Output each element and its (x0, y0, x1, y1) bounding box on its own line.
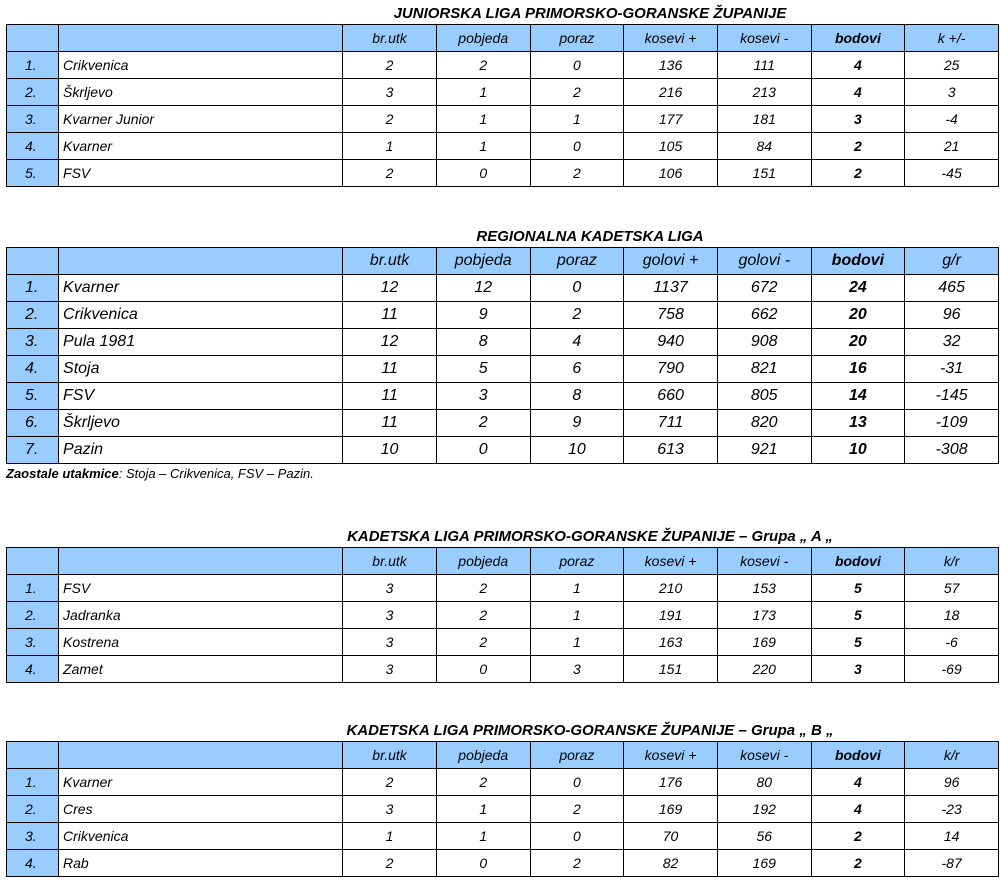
rank-cell: 3. (7, 629, 59, 656)
team-cell: Škrljevo (59, 410, 343, 437)
stat-cell: -109 (905, 410, 999, 437)
header-cell: pobjeda (436, 548, 530, 575)
rank-cell: 4. (7, 133, 59, 160)
stat-cell: 1 (436, 133, 530, 160)
points-cell: 20 (811, 302, 905, 329)
standings-table (6, 741, 999, 877)
stat-cell: 2 (436, 575, 530, 602)
header-row (7, 25, 999, 52)
stat-cell: 940 (624, 329, 718, 356)
stat-cell: 176 (624, 769, 718, 796)
stat-cell: -87 (905, 850, 999, 877)
note (6, 466, 999, 482)
table-section-regionalna (6, 227, 999, 482)
rank-cell: 3. (7, 329, 59, 356)
header-cell-empty (59, 248, 343, 275)
points-cell: 3 (811, 656, 905, 683)
stat-cell: 1 (343, 823, 437, 850)
team-cell: Kvarner Junior (59, 106, 343, 133)
points-cell: 2 (811, 823, 905, 850)
points-cell: 10 (811, 437, 905, 464)
stat-cell: 711 (624, 410, 718, 437)
rank-cell: 1. (7, 575, 59, 602)
stat-cell: 173 (717, 602, 811, 629)
points-cell: 5 (811, 602, 905, 629)
header-row (7, 548, 999, 575)
rank-cell: 2. (7, 602, 59, 629)
stat-cell: 1 (436, 106, 530, 133)
team-cell: FSV (59, 383, 343, 410)
stat-cell: 57 (905, 575, 999, 602)
stat-cell: 9 (436, 302, 530, 329)
table-row (7, 52, 999, 79)
stat-cell: 1 (436, 823, 530, 850)
stat-cell: 613 (624, 437, 718, 464)
header-cell: kosevi - (717, 25, 811, 52)
table-row (7, 769, 999, 796)
table-section-grupa-b (6, 721, 999, 877)
stat-cell: 136 (624, 52, 718, 79)
team-cell: Kvarner (59, 133, 343, 160)
team-cell: FSV (59, 160, 343, 187)
stat-cell: 11 (343, 383, 437, 410)
header-cell: kosevi + (624, 25, 718, 52)
header-cell: bodovi (811, 248, 905, 275)
stat-cell: 0 (436, 437, 530, 464)
stat-cell: 96 (905, 769, 999, 796)
stat-cell: -69 (905, 656, 999, 683)
stat-cell: 8 (436, 329, 530, 356)
stat-cell: 0 (530, 275, 624, 302)
stat-cell: 3 (343, 79, 437, 106)
header-cell-empty (59, 548, 343, 575)
stat-cell: 70 (624, 823, 718, 850)
header-cell: bodovi (811, 25, 905, 52)
team-cell: Škrljevo (59, 79, 343, 106)
stat-cell: -31 (905, 356, 999, 383)
header-cell: k/r (905, 548, 999, 575)
header-cell: kosevi - (717, 548, 811, 575)
header-cell: kosevi - (717, 742, 811, 769)
table-section-juniorska (6, 4, 999, 187)
stat-cell: 0 (436, 656, 530, 683)
stat-cell: 213 (717, 79, 811, 106)
stat-cell: 153 (717, 575, 811, 602)
stat-cell: 3 (436, 383, 530, 410)
stat-cell: 177 (624, 106, 718, 133)
stat-cell: 6 (530, 356, 624, 383)
stat-cell: 0 (530, 52, 624, 79)
table-row (7, 383, 999, 410)
stat-cell: 11 (343, 302, 437, 329)
header-cell-empty (7, 742, 59, 769)
points-cell: 5 (811, 575, 905, 602)
points-cell: 20 (811, 329, 905, 356)
stat-cell: 111 (717, 52, 811, 79)
team-cell: Pula 1981 (59, 329, 343, 356)
header-cell: golovi - (717, 248, 811, 275)
rank-cell: 1. (7, 769, 59, 796)
stat-cell: 1 (530, 575, 624, 602)
stat-cell: 14 (905, 823, 999, 850)
stat-cell: 2 (343, 52, 437, 79)
stat-cell: 151 (624, 656, 718, 683)
stat-cell: 8 (530, 383, 624, 410)
header-cell: poraz (530, 25, 624, 52)
stat-cell: 1 (530, 106, 624, 133)
stat-cell: -6 (905, 629, 999, 656)
stat-cell: 660 (624, 383, 718, 410)
stat-cell: 0 (436, 850, 530, 877)
table-row (7, 602, 999, 629)
stat-cell: 921 (717, 437, 811, 464)
header-cell: bodovi (811, 742, 905, 769)
stat-cell: 80 (717, 769, 811, 796)
table-row (7, 850, 999, 877)
stat-cell: 11 (343, 356, 437, 383)
header-cell-empty (7, 548, 59, 575)
stat-cell: 151 (717, 160, 811, 187)
team-cell: Kvarner (59, 275, 343, 302)
stat-cell: 210 (624, 575, 718, 602)
points-cell: 14 (811, 383, 905, 410)
stat-cell: 0 (436, 160, 530, 187)
stat-cell: 1 (530, 629, 624, 656)
stat-cell: 790 (624, 356, 718, 383)
stat-cell: 11 (343, 410, 437, 437)
stat-cell: 216 (624, 79, 718, 106)
stat-cell: 84 (717, 133, 811, 160)
header-cell: pobjeda (436, 742, 530, 769)
stat-cell: 1137 (624, 275, 718, 302)
team-cell: Stoja (59, 356, 343, 383)
stat-cell: -145 (905, 383, 999, 410)
points-cell: 4 (811, 52, 905, 79)
points-cell: 3 (811, 106, 905, 133)
table-row (7, 160, 999, 187)
stat-cell: 820 (717, 410, 811, 437)
table-row (7, 356, 999, 383)
header-cell: poraz (530, 548, 624, 575)
stat-cell: 106 (624, 160, 718, 187)
stat-cell: 169 (717, 850, 811, 877)
stat-cell: 1 (343, 133, 437, 160)
stat-cell: 5 (436, 356, 530, 383)
table-title: REGIONALNA KADETSKA LIGA (476, 228, 704, 245)
stat-cell: 181 (717, 106, 811, 133)
stat-cell: 18 (905, 602, 999, 629)
stat-cell: 3 (343, 656, 437, 683)
stat-cell: 192 (717, 796, 811, 823)
stat-cell: 163 (624, 629, 718, 656)
team-cell: Cres (59, 796, 343, 823)
rank-cell: 4. (7, 656, 59, 683)
points-cell: 24 (811, 275, 905, 302)
header-cell: bodovi (811, 548, 905, 575)
team-cell: Jadranka (59, 602, 343, 629)
standings-table (6, 24, 999, 187)
rank-cell: 1. (7, 52, 59, 79)
stat-cell: 672 (717, 275, 811, 302)
table-row (7, 275, 999, 302)
rank-cell: 4. (7, 850, 59, 877)
stat-cell: 758 (624, 302, 718, 329)
stat-cell: 1 (436, 79, 530, 106)
rank-cell: 7. (7, 437, 59, 464)
stat-cell: 465 (905, 275, 999, 302)
stat-cell: 2 (343, 850, 437, 877)
stat-cell: 82 (624, 850, 718, 877)
stat-cell: 821 (717, 356, 811, 383)
table-row (7, 329, 999, 356)
table-title: JUNIORSKA LIGA PRIMORSKO-GORANSKE ŽUPANIJE (393, 5, 787, 22)
stat-cell: 32 (905, 329, 999, 356)
stat-cell: 56 (717, 823, 811, 850)
rank-cell: 2. (7, 79, 59, 106)
stat-cell: 169 (624, 796, 718, 823)
header-cell-empty (7, 248, 59, 275)
table-row (7, 133, 999, 160)
stat-cell: 4 (530, 329, 624, 356)
points-cell: 2 (811, 160, 905, 187)
table-row (7, 575, 999, 602)
table-row (7, 302, 999, 329)
stat-cell: 220 (717, 656, 811, 683)
table-row (7, 79, 999, 106)
stat-cell: 3 (343, 602, 437, 629)
stat-cell: 2 (530, 160, 624, 187)
stat-cell: 2 (436, 52, 530, 79)
stat-cell: -308 (905, 437, 999, 464)
header-cell: br.utk (343, 25, 437, 52)
rank-cell: 1. (7, 275, 59, 302)
stat-cell: 96 (905, 302, 999, 329)
header-row (7, 742, 999, 769)
team-cell: Pazin (59, 437, 343, 464)
stat-cell: 2 (530, 796, 624, 823)
stat-cell: 25 (905, 52, 999, 79)
stat-cell: 908 (717, 329, 811, 356)
table-row (7, 437, 999, 464)
stat-cell: 2 (530, 302, 624, 329)
stat-cell: 12 (343, 329, 437, 356)
stat-cell: 3 (343, 629, 437, 656)
header-cell: g/r (905, 248, 999, 275)
rank-cell: 2. (7, 302, 59, 329)
header-cell: k/r (905, 742, 999, 769)
table-section-grupa-a (6, 527, 999, 683)
stat-cell: 1 (436, 796, 530, 823)
stat-cell: 3 (343, 796, 437, 823)
header-cell: kosevi + (624, 742, 718, 769)
stat-cell: 9 (530, 410, 624, 437)
team-cell: Rab (59, 850, 343, 877)
stat-cell: 2 (436, 410, 530, 437)
stat-cell: 3 (905, 79, 999, 106)
header-cell-empty (59, 25, 343, 52)
header-cell: br.utk (343, 248, 437, 275)
stat-cell: 10 (343, 437, 437, 464)
header-cell: golovi + (624, 248, 718, 275)
points-cell: 4 (811, 769, 905, 796)
stat-cell: 2 (530, 850, 624, 877)
rank-cell: 4. (7, 356, 59, 383)
stat-cell: 0 (530, 133, 624, 160)
stat-cell: -45 (905, 160, 999, 187)
header-cell-empty (7, 25, 59, 52)
team-cell: Kvarner (59, 769, 343, 796)
team-cell: FSV (59, 575, 343, 602)
stat-cell: 0 (530, 769, 624, 796)
table-title: KADETSKA LIGA PRIMORSKO-GORANSKE ŽUPANIJE – Grupa „ A „ (347, 528, 833, 545)
team-cell: Crikvenica (59, 823, 343, 850)
team-cell: Zamet (59, 656, 343, 683)
table-row (7, 106, 999, 133)
header-cell: k +/- (905, 25, 999, 52)
points-cell: 13 (811, 410, 905, 437)
header-cell: poraz (530, 742, 624, 769)
standings-table (6, 547, 999, 683)
stat-cell: 2 (436, 602, 530, 629)
stat-cell: 2 (343, 160, 437, 187)
header-cell: poraz (530, 248, 624, 275)
table-row (7, 410, 999, 437)
points-cell: 5 (811, 629, 905, 656)
points-cell: 4 (811, 79, 905, 106)
team-cell: Kostrena (59, 629, 343, 656)
stat-cell: 2 (530, 79, 624, 106)
stat-cell: 2 (436, 769, 530, 796)
team-cell: Crikvenica (59, 52, 343, 79)
header-cell: kosevi + (624, 548, 718, 575)
stat-cell: 0 (530, 823, 624, 850)
stat-cell: 21 (905, 133, 999, 160)
rank-cell: 3. (7, 106, 59, 133)
points-cell: 4 (811, 796, 905, 823)
rank-cell: 6. (7, 410, 59, 437)
note-label: Zaostale utakmice (6, 466, 119, 481)
stat-cell: 105 (624, 133, 718, 160)
stat-cell: 191 (624, 602, 718, 629)
stat-cell: 3 (530, 656, 624, 683)
table-row (7, 656, 999, 683)
table-row (7, 823, 999, 850)
stat-cell: 2 (343, 106, 437, 133)
stat-cell: 12 (436, 275, 530, 302)
header-cell-empty (59, 742, 343, 769)
standings-table (6, 247, 999, 464)
stat-cell: 10 (530, 437, 624, 464)
stat-cell: 169 (717, 629, 811, 656)
rank-cell: 5. (7, 160, 59, 187)
stat-cell: 3 (343, 575, 437, 602)
rank-cell: 5. (7, 383, 59, 410)
header-row (7, 248, 999, 275)
header-cell: br.utk (343, 548, 437, 575)
table-row (7, 796, 999, 823)
header-cell: br.utk (343, 742, 437, 769)
stat-cell: 1 (530, 602, 624, 629)
stat-cell: 2 (343, 769, 437, 796)
stat-cell: -4 (905, 106, 999, 133)
stat-cell: 662 (717, 302, 811, 329)
points-cell: 2 (811, 850, 905, 877)
rank-cell: 3. (7, 823, 59, 850)
stat-cell: 12 (343, 275, 437, 302)
stat-cell: 805 (717, 383, 811, 410)
rank-cell: 2. (7, 796, 59, 823)
header-cell: pobjeda (436, 25, 530, 52)
stat-cell: -23 (905, 796, 999, 823)
team-cell: Crikvenica (59, 302, 343, 329)
points-cell: 2 (811, 133, 905, 160)
note-text: : Stoja – Crikvenica, FSV – Pazin. (118, 466, 314, 481)
points-cell: 16 (811, 356, 905, 383)
table-title: KADETSKA LIGA PRIMORSKO-GORANSKE ŽUPANIJE – Grupa „ B „ (346, 722, 834, 739)
stat-cell: 2 (436, 629, 530, 656)
header-cell: pobjeda (436, 248, 530, 275)
table-row (7, 629, 999, 656)
